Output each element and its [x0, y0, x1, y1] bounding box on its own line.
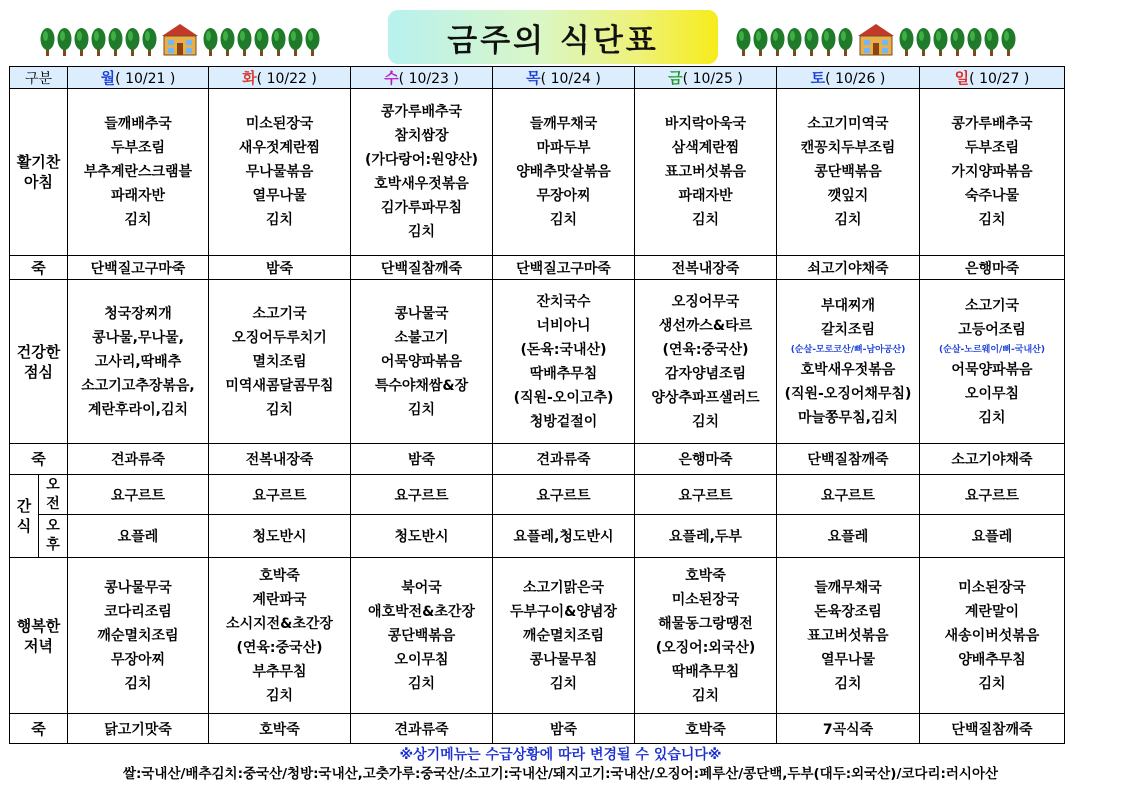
breakfast-row	[10, 89, 1065, 256]
porridge-label: 죽	[10, 255, 68, 279]
label-line: 아침	[24, 172, 53, 191]
menu-item: 들깨무채국	[814, 579, 882, 596]
menu-item: 열무나물	[252, 187, 307, 204]
page-title: 금주의 식단표	[447, 22, 659, 59]
menu-item: 표고버섯볶음	[664, 163, 747, 180]
menu-item: 김치	[265, 687, 294, 704]
menu-item: 김치	[407, 223, 436, 240]
menu-item: 콩가루배추국	[951, 115, 1033, 132]
snack-pm-label	[39, 515, 68, 558]
tree-icon	[804, 26, 819, 56]
menu-item: 양상추파프샐러드	[651, 389, 760, 406]
dinner-mon	[68, 557, 209, 714]
menu-item: 딱배추무침	[671, 663, 740, 680]
tree-icon	[950, 26, 965, 56]
day-name: 수	[384, 69, 399, 87]
dinner-label	[10, 557, 68, 714]
breakfast-fri	[635, 89, 777, 256]
menu-item: 특수야채쌈&장	[374, 377, 469, 394]
tree-icon	[933, 26, 948, 56]
label-line: 오	[46, 517, 60, 534]
porridge2-tue: 전복내장죽	[209, 443, 351, 475]
menu-item: 깨순멸치조림	[522, 627, 605, 644]
porridge2-thu: 견과류죽	[493, 443, 635, 475]
snack-am-tue: 요구르트	[209, 475, 351, 515]
origin-info: 쌀:국내산/배추김치:중국산/청방:국내산,고춧가루:중국산/소고기:국내산/돼지고기:국내산/오징어:페루산/콩단백,두부(대두:외국산)/코다리:러시아산	[122, 766, 999, 782]
menu-item: 양배추맛살볶음	[516, 163, 611, 180]
menu-item: 김치	[978, 409, 1006, 426]
day-header-wed	[351, 67, 493, 89]
change-notice: ※상기메뉴는 수급상황에 따라 변경될 수 있습니다※	[399, 747, 722, 763]
porridge-row-2	[10, 443, 1065, 475]
porridge1-fri: 전복내장죽	[635, 255, 777, 279]
snack-pm-tue: 청도반시	[209, 515, 351, 558]
day-date: ( 10/24 )	[540, 71, 601, 87]
menu-item: 호박새우젓볶음	[800, 361, 896, 378]
category-header: 구분	[10, 67, 68, 89]
menu-item: 콩가루배추국	[380, 103, 463, 120]
menu-item: 멸치조림	[252, 353, 307, 370]
label-line: 후	[46, 536, 60, 553]
decoration-left	[40, 22, 320, 56]
dinner-sat	[777, 557, 920, 714]
lunch-thu	[493, 280, 635, 444]
menu-item: 미역새콤달콤무침	[225, 377, 334, 394]
dinner-fri	[635, 557, 777, 714]
menu-item: 부추무침	[252, 663, 307, 680]
menu-item: 고사리,딱배추	[94, 353, 182, 370]
house-icon	[856, 22, 896, 56]
menu-item: 돈육장조림	[814, 603, 882, 620]
menu-item: 바지락아욱국	[664, 115, 747, 132]
menu-item: 호박죽	[685, 567, 726, 584]
breakfast-tue	[209, 89, 351, 256]
menu-item: 호박죽	[259, 567, 300, 584]
breakfast-label	[10, 89, 68, 256]
porridge1-sat: 쇠고기야채죽	[777, 255, 920, 279]
menu-item: 갈치조림	[820, 321, 876, 338]
menu-item: 잔치국수	[536, 293, 591, 310]
tree-icon	[821, 26, 836, 56]
menu-item: 숙주나물	[964, 187, 1020, 204]
menu-item: (직원-오이고추)	[513, 389, 614, 406]
breakfast-sun	[920, 89, 1065, 256]
porridge3-sun: 단백질참깨죽	[920, 714, 1065, 744]
menu-item: 오징어무국	[671, 293, 740, 310]
lunch-row	[10, 280, 1065, 444]
porridge1-thu: 단백질고구마죽	[493, 255, 635, 279]
menu-item: 오이무침	[394, 651, 449, 668]
menu-item: 계란말이	[964, 603, 1020, 620]
menu-item: 김치	[265, 211, 294, 228]
menu-item: 두부조림	[110, 139, 166, 156]
porridge1-sun: 은행마죽	[920, 255, 1065, 279]
dinner-wed	[351, 557, 493, 714]
menu-item: 파래자반	[110, 187, 166, 204]
menu-item: 오이무침	[964, 385, 1020, 402]
tree-icon	[91, 26, 106, 56]
menu-item: (순살-노르웨이/뼈-국내산)	[939, 344, 1045, 355]
menu-item: 소불고기	[394, 329, 449, 346]
menu-item: 새우젓계란찜	[238, 139, 321, 156]
label-line: 전	[46, 495, 60, 512]
menu-item: 마늘쫑무침,김치	[798, 409, 898, 426]
menu-item: 콩단백볶음	[814, 163, 882, 180]
menu-item: 참치쌈장	[394, 127, 449, 144]
lunch-sun	[920, 280, 1065, 444]
porridge3-fri: 호박죽	[635, 714, 777, 744]
menu-item: 딱배추무침	[529, 365, 598, 382]
day-name: 목	[526, 69, 541, 87]
porridge3-mon: 닭고기맛죽	[68, 714, 209, 744]
snack-am-wed: 요구르트	[351, 475, 493, 515]
menu-item: 콩단백볶음	[387, 627, 456, 644]
day-date: ( 10/23 )	[398, 71, 459, 87]
lunch-mon	[68, 280, 209, 444]
porridge2-wed: 밤죽	[351, 443, 493, 475]
tree-icon	[254, 26, 269, 56]
menu-item: 소고기국	[964, 297, 1020, 314]
menu-item: 북어국	[401, 579, 442, 596]
house-icon	[160, 22, 200, 56]
menu-item: 삼색계란찜	[671, 139, 740, 156]
page-header	[0, 0, 1121, 66]
menu-item: 부추계란스크램블	[83, 163, 193, 180]
tree-icon	[237, 26, 252, 56]
porridge3-thu: 밤죽	[493, 714, 635, 744]
snack-pm-wed: 청도반시	[351, 515, 493, 558]
menu-item: 소고기미역국	[807, 115, 889, 132]
porridge1-tue: 밤죽	[209, 255, 351, 279]
label-line: 행복한	[16, 616, 61, 635]
menu-item: 미소된장국	[671, 591, 740, 608]
porridge3-sat: 7곡식죽	[777, 714, 920, 744]
menu-item: 양배추무침	[958, 651, 1026, 668]
tree-icon	[74, 26, 89, 56]
tree-icon	[770, 26, 785, 56]
porridge-label: 죽	[10, 714, 68, 744]
snack-pm-fri: 요플레,두부	[635, 515, 777, 558]
title-banner	[388, 10, 718, 64]
menu-item: 콩나물,무나물,	[92, 329, 184, 346]
snack-label	[10, 475, 39, 557]
menu-item: 소시지전&초간장	[226, 615, 333, 632]
menu-item: 두부조림	[964, 139, 1020, 156]
menu-item: 해물동그랑땡전	[658, 615, 753, 632]
menu-item: 감자양념조림	[664, 365, 747, 382]
menu-item: 오징어두루치기	[232, 329, 327, 346]
snack-am-fri: 요구르트	[635, 475, 777, 515]
menu-item: 청방겉절이	[529, 413, 598, 430]
menu-item: 김치	[549, 675, 578, 692]
menu-item: 파래자반	[678, 187, 733, 204]
menu-item: 생선까스&타르	[658, 317, 753, 334]
label-line: 간	[16, 497, 32, 516]
tree-icon	[108, 26, 123, 56]
tree-icon	[838, 26, 853, 56]
menu-item: (연육:중국산)	[662, 341, 749, 358]
day-header-sun	[920, 67, 1065, 89]
tree-icon	[899, 26, 914, 56]
menu-item: 소고기고추장볶음,	[81, 377, 195, 394]
day-header-tue	[209, 67, 351, 89]
menu-item: 김치	[124, 211, 152, 228]
menu-item: 어묵양파볶음	[951, 361, 1033, 378]
porridge-row-3	[10, 714, 1065, 744]
day-date: ( 10/26 )	[825, 71, 886, 87]
lunch-wed	[351, 280, 493, 444]
tree-icon	[753, 26, 768, 56]
menu-item: 깨순멸치조림	[97, 627, 179, 644]
weekly-menu-table	[9, 66, 1065, 744]
porridge3-tue: 호박죽	[209, 714, 351, 744]
day-name: 금	[668, 69, 683, 87]
porridge2-sun: 소고기야채죽	[920, 443, 1065, 475]
porridge2-sat: 단백질참깨죽	[777, 443, 920, 475]
snack-pm-row	[10, 515, 1065, 558]
menu-item: 김치	[834, 211, 862, 228]
label-line: 활기찬	[16, 152, 61, 171]
menu-item: 콩나물무국	[104, 579, 172, 596]
day-header-mon	[68, 67, 209, 89]
tree-icon	[984, 26, 999, 56]
snack-am-row	[10, 475, 1065, 515]
snack-am-mon: 요구르트	[68, 475, 209, 515]
menu-item: 새송이버섯볶음	[944, 627, 1040, 644]
menu-item: 김치	[691, 687, 720, 704]
snack-am-thu: 요구르트	[493, 475, 635, 515]
tree-icon	[271, 26, 286, 56]
menu-item: (순살-모로코산/뼈-남아공산)	[790, 344, 906, 355]
snack-am-label	[39, 475, 68, 515]
day-name: 화	[242, 69, 257, 87]
menu-item: 콩나물무침	[529, 651, 598, 668]
tree-icon	[57, 26, 72, 56]
menu-item: 김치	[407, 401, 436, 418]
menu-item: 콩나물국	[394, 305, 449, 322]
day-name: 일	[954, 69, 970, 87]
lunch-fri	[635, 280, 777, 444]
porridge-label: 죽	[10, 443, 68, 475]
tree-icon	[305, 26, 320, 56]
day-date: ( 10/22 )	[256, 71, 317, 87]
menu-item: 부대찌개	[820, 297, 876, 314]
menu-item: 김가루파무침	[380, 199, 463, 216]
menu-item: 어묵양파볶음	[380, 353, 463, 370]
menu-item: 애호박전&초간장	[368, 603, 475, 620]
day-date: ( 10/21 )	[115, 71, 176, 87]
snack-pm-thu: 요플레,청도반시	[493, 515, 635, 558]
tree-icon	[916, 26, 931, 56]
label-line: 오	[46, 476, 60, 493]
decoration-right	[736, 22, 1016, 56]
snack-am-sun: 요구르트	[920, 475, 1065, 515]
menu-item: 청국장찌개	[104, 305, 172, 322]
menu-item: 너비아니	[536, 317, 591, 334]
menu-item: 표고버섯볶음	[807, 627, 889, 644]
porridge2-mon: 견과류죽	[68, 443, 209, 475]
breakfast-sat	[777, 89, 920, 256]
menu-item: 소고기맑은국	[522, 579, 605, 596]
menu-item: 김치	[691, 413, 720, 430]
dinner-tue	[209, 557, 351, 714]
menu-item: 계란파국	[252, 591, 307, 608]
label-line: 점심	[24, 362, 53, 381]
tree-icon	[125, 26, 140, 56]
day-header-sat	[777, 67, 920, 89]
menu-item: 두부구이&양념장	[510, 603, 617, 620]
menu-item: 계란후라이,김치	[88, 401, 188, 418]
tree-icon	[787, 26, 802, 56]
label-line: 건강한	[16, 342, 61, 361]
menu-item: 무나물볶음	[245, 163, 314, 180]
menu-item: 미소된장국	[958, 579, 1026, 596]
menu-item: 김치	[834, 675, 862, 692]
menu-item: 미소된장국	[245, 115, 314, 132]
porridge1-wed: 단백질참깨죽	[351, 255, 493, 279]
lunch-sat	[777, 280, 920, 444]
tree-icon	[40, 26, 55, 56]
day-name: 월	[100, 69, 116, 87]
dinner-thu	[493, 557, 635, 714]
snack-pm-mon: 요플레	[68, 515, 209, 558]
menu-item: 마파두부	[536, 139, 591, 156]
menu-item: 김치	[124, 675, 152, 692]
porridge-row-1	[10, 255, 1065, 279]
tree-icon	[142, 26, 157, 56]
menu-item: 들깨무채국	[529, 115, 598, 132]
menu-item: (직원-오징어채무침)	[784, 385, 912, 402]
menu-item: 김치	[407, 675, 436, 692]
dinner-row	[10, 557, 1065, 714]
breakfast-wed	[351, 89, 493, 256]
breakfast-thu	[493, 89, 635, 256]
day-date: ( 10/25 )	[682, 71, 743, 87]
menu-item: 깻잎지	[827, 187, 869, 204]
tree-icon	[220, 26, 235, 56]
menu-item: 김치	[549, 211, 578, 228]
menu-item: 무장아찌	[110, 651, 166, 668]
tree-icon	[736, 26, 751, 56]
menu-item: 김치	[978, 675, 1006, 692]
day-name: 토	[810, 69, 826, 87]
menu-item: (가다랑어:원양산)	[364, 151, 479, 168]
menu-item: 호박새우젓볶음	[374, 175, 469, 192]
menu-item: (오징어:외국산)	[655, 639, 756, 656]
dinner-sun	[920, 557, 1065, 714]
snack-am-sat: 요구르트	[777, 475, 920, 515]
menu-item: 코다리조림	[104, 603, 172, 620]
menu-item: 소고기국	[252, 305, 307, 322]
snack-pm-sat: 요플레	[777, 515, 920, 558]
menu-item: 캔꽁치두부조림	[800, 139, 896, 156]
tree-icon	[1001, 26, 1016, 56]
tree-icon	[967, 26, 982, 56]
menu-item: (연육:중국산)	[236, 639, 323, 656]
header-row	[10, 67, 1065, 89]
label-line: 식	[16, 517, 32, 536]
day-header-thu	[493, 67, 635, 89]
menu-item: 김치	[978, 211, 1006, 228]
menu-item: 가지양파볶음	[951, 163, 1033, 180]
porridge2-fri: 은행마죽	[635, 443, 777, 475]
menu-item: 무장아찌	[536, 187, 591, 204]
menu-item: 김치	[691, 211, 720, 228]
label-line: 저녁	[24, 636, 53, 655]
menu-item: 들깨배추국	[104, 115, 172, 132]
breakfast-mon	[68, 89, 209, 256]
porridge1-mon: 단백질고구마죽	[68, 255, 209, 279]
menu-item: 김치	[265, 401, 294, 418]
day-header-fri	[635, 67, 777, 89]
menu-item: 고등어조림	[958, 321, 1026, 338]
menu-item: (돈육:국내산)	[520, 341, 607, 358]
tree-icon	[288, 26, 303, 56]
menu-item: 열무나물	[820, 651, 876, 668]
tree-icon	[203, 26, 218, 56]
lunch-tue	[209, 280, 351, 444]
day-date: ( 10/27 )	[969, 71, 1030, 87]
lunch-label	[10, 280, 68, 444]
snack-pm-sun: 요플레	[920, 515, 1065, 558]
porridge3-wed: 견과류죽	[351, 714, 493, 744]
